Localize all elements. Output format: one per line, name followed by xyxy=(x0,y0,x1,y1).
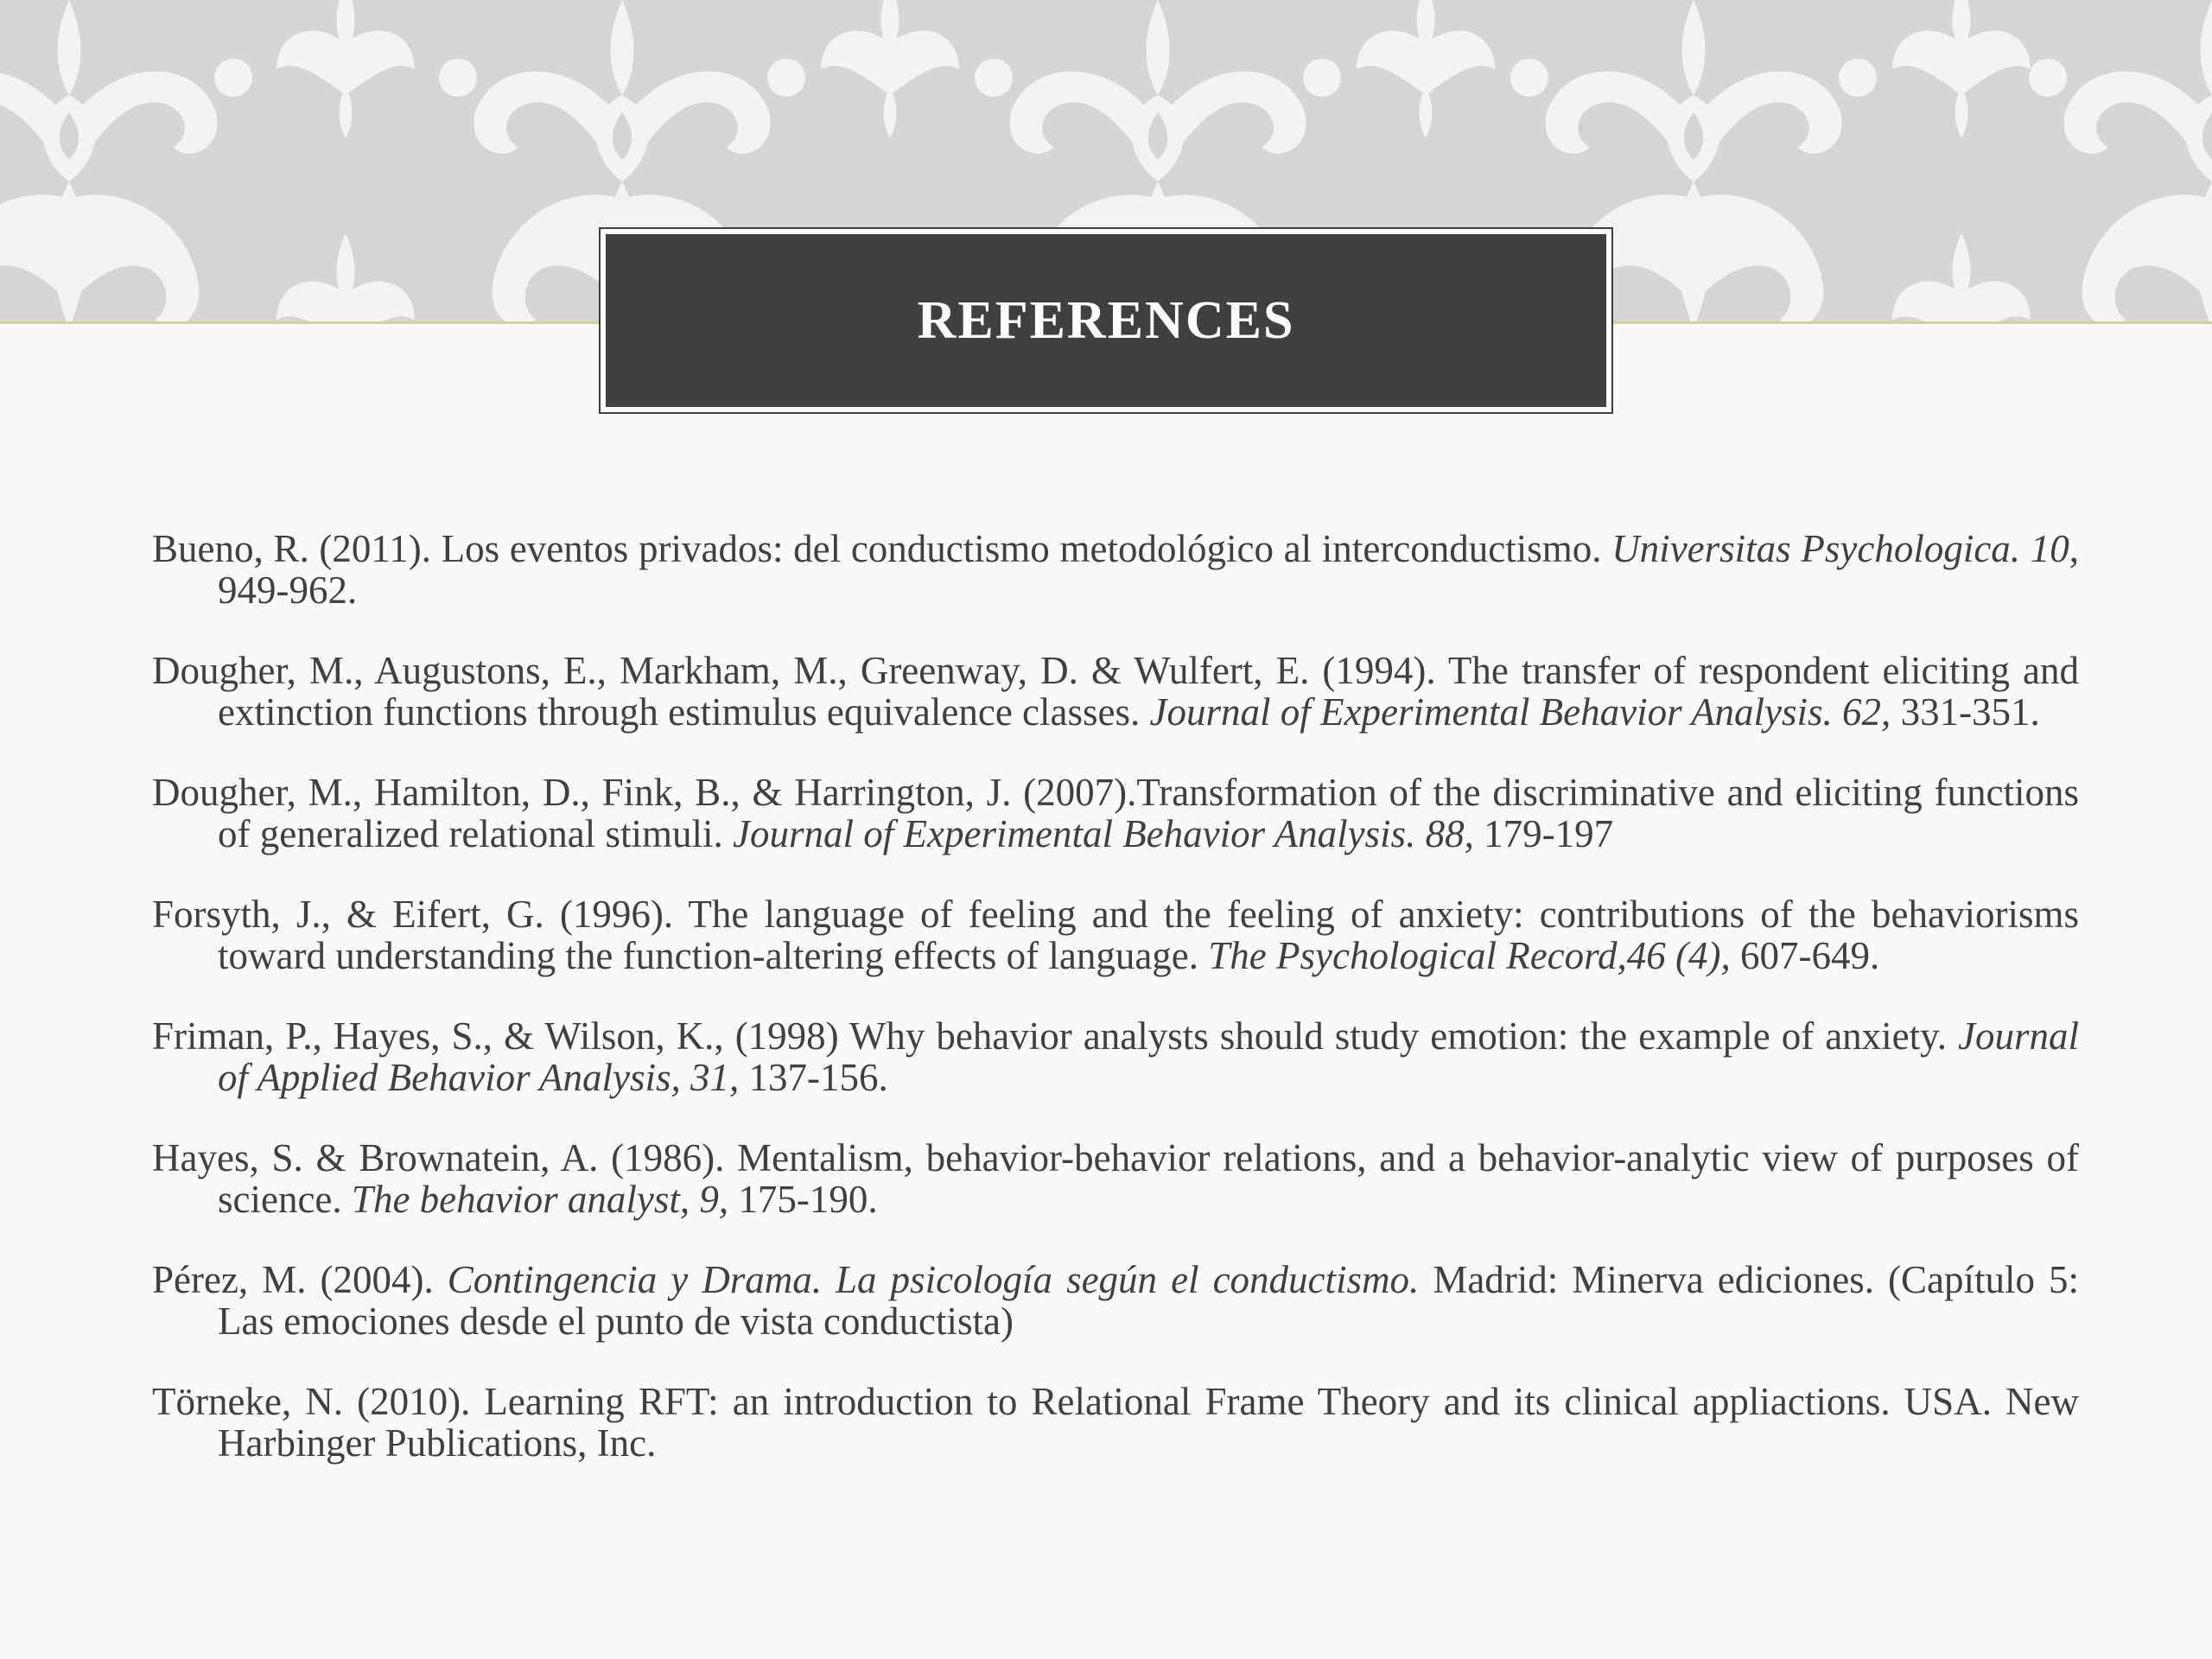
reference-item: Pérez, M. (2004). Contingencia y Drama. La psicología según el conductismo. Madrid: Minerva ediciones. (Capítulo 5: Las emociones desde el punto de vista conductista) xyxy=(152,1258,2080,1343)
reference-item: Törneke, N. (2010). Learning RFT: an introduction to Relational Frame Theory and its clinical appliactions. USA. New Harbinger Publications, Inc. xyxy=(152,1380,2079,1465)
reference-item: Hayes, S. & Brownatein, A. (1986). Mentalism, behavior-behavior relations, and a behavior-analytic view of purposes of science. The behavior analyst, 9, 175-190. xyxy=(152,1136,2079,1221)
reference-item: Forsyth, J., & Eifert, G. (1996). The language of feeling and the feeling of anxiety: contributions of the behaviorisms toward understanding the function-altering effects of language. The Psychological Record,46 (4), 607-649. xyxy=(152,893,2079,977)
reference-list xyxy=(152,489,2079,1483)
title-panel xyxy=(606,234,1606,407)
reference-item: Bueno, R. (2011). Los eventos privados: del conductismo metodológico al interconductismo. Universitas Psychologica. 10, 949-962. xyxy=(152,527,2079,612)
reference-item: Dougher, M., Augustons, E., Markham, M., Greenway, D. & Wulfert, E. (1994). The transfer of respondent eliciting and extinction functions through estimulus equivalence classes. Journal of Experimental Behavior Analysis. 62, 331-351. xyxy=(152,649,2079,734)
reference-item: Friman, P., Hayes, S., & Wilson, K., (1998) Why behavior analysts should study emotion: the example of anxiety. Journal of Applied Behavior Analysis, 31, 137-156. xyxy=(152,1014,2079,1099)
reference-item: Dougher, M., Hamilton, D., Fink, B., & Harrington, J. (2007).Transformation of the discriminative and eliciting functions of generalized relational stimuli. Journal of Experimental Behavior Analysis. 88, 179-197 xyxy=(152,771,2079,855)
title-frame xyxy=(599,227,1613,414)
slide-title: REFERENCES xyxy=(917,290,1295,350)
